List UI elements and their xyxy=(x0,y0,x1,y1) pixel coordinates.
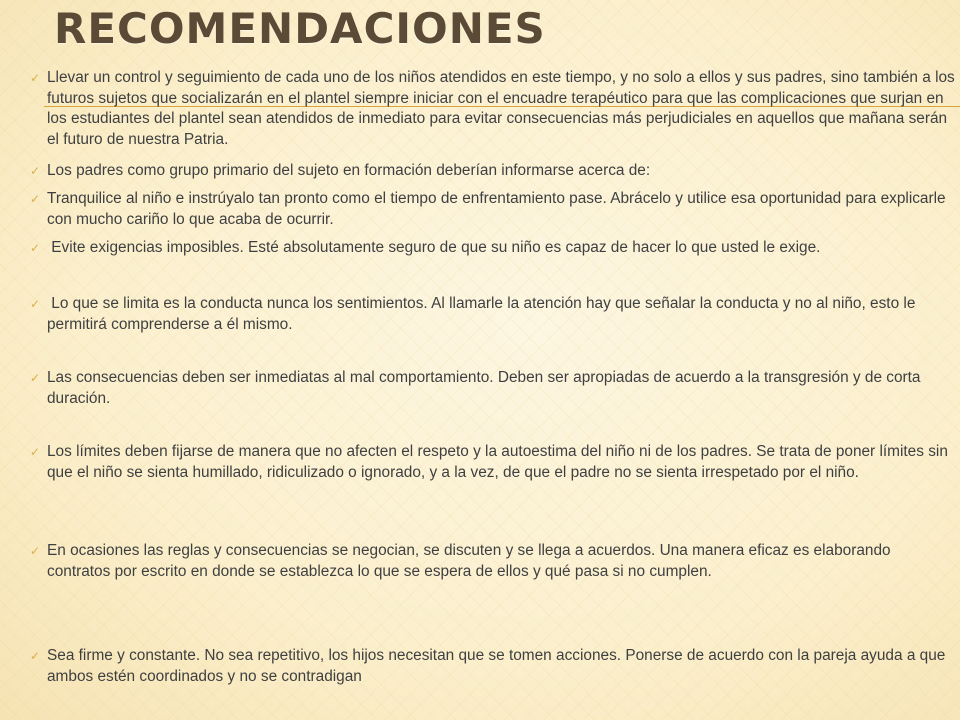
check-icon: ✓ xyxy=(30,297,41,311)
bullet-text: Los límites deben fijarse de manera que no afecten el respeto y la autoestima del niño ni de los padres. Se trata de poner límites sin que el niño se sienta humillado, ridiculizado o ignorado, y a la vez, de que el padre no se sienta irrespetado por el niño. xyxy=(47,443,948,481)
bullet-item xyxy=(30,238,955,259)
bullet-item xyxy=(30,161,955,182)
bullet-text: Tranquilice al niño e instrúyalo tan pronto como el tiempo de enfrentamiento pase. Abrácelo y utilice esa oportunidad para explicarle con mucho cariño lo que acaba de ocurrir. xyxy=(47,190,946,228)
bullet-item xyxy=(30,189,955,230)
bullet-text: En ocasiones las reglas y consecuencias se negocian, se discuten y se llega a acuerdos. Una manera eficaz es elaborando contratos por escrito en donde se establezca lo que se espera de ellos y qué pasa si no cumplen. xyxy=(47,542,891,580)
bullet-text: Llevar un control y seguimiento de cada uno de los niños atendidos en este tiempo, y no solo a ellos y sus padres, sino también a los futuros sujetos que socializarán en el plantel siempre iniciar con el encuadre terapéutico para que las complicaciones que surjan en los estudiantes del plantel sean atendidos de inmediato para evitar consecuencias más perjudiciales en aquellos que mañana serán el futuro de nuestra Patria. xyxy=(47,69,955,148)
check-icon: ✓ xyxy=(30,71,41,85)
slide-title: RECOMENDACIONES xyxy=(54,4,546,53)
check-icon: ✓ xyxy=(30,241,41,255)
check-icon: ✓ xyxy=(30,371,41,385)
bullet-item xyxy=(30,541,955,582)
check-icon: ✓ xyxy=(30,544,41,558)
bullet-text: Sea firme y constante. No sea repetitivo, los hijos necesitan que se tomen acciones. Ponerse de acuerdo con la pareja ayuda a que ambos estén coordinados y no se contradigan xyxy=(47,647,946,685)
bullet-item xyxy=(30,442,955,483)
bullet-item xyxy=(30,368,955,409)
bullet-text: Lo que se limita es la conducta nunca los sentimientos. Al llamarle la atención hay que señalar la conducta y no al niño, esto le permitirá comprenderse a él mismo. xyxy=(47,295,920,333)
bullet-item xyxy=(30,646,955,687)
bullet-text: Las consecuencias deben ser inmediatas al mal comportamiento. Deben ser apropiadas de acuerdo a la transgresión y de corta duración. xyxy=(47,369,921,407)
check-icon: ✓ xyxy=(30,445,41,459)
check-icon: ✓ xyxy=(30,192,41,206)
bullet-text: Los padres como grupo primario del sujeto en formación deberían informarse acerca de: xyxy=(47,162,651,179)
bullet-text: Evite exigencias imposibles. Esté absolutamente seguro de que su niño es capaz de hacer lo que usted le exige. xyxy=(47,239,821,256)
check-icon: ✓ xyxy=(30,164,41,178)
check-icon: ✓ xyxy=(30,649,41,663)
bullet-item xyxy=(30,68,955,150)
bullet-item xyxy=(30,294,955,335)
